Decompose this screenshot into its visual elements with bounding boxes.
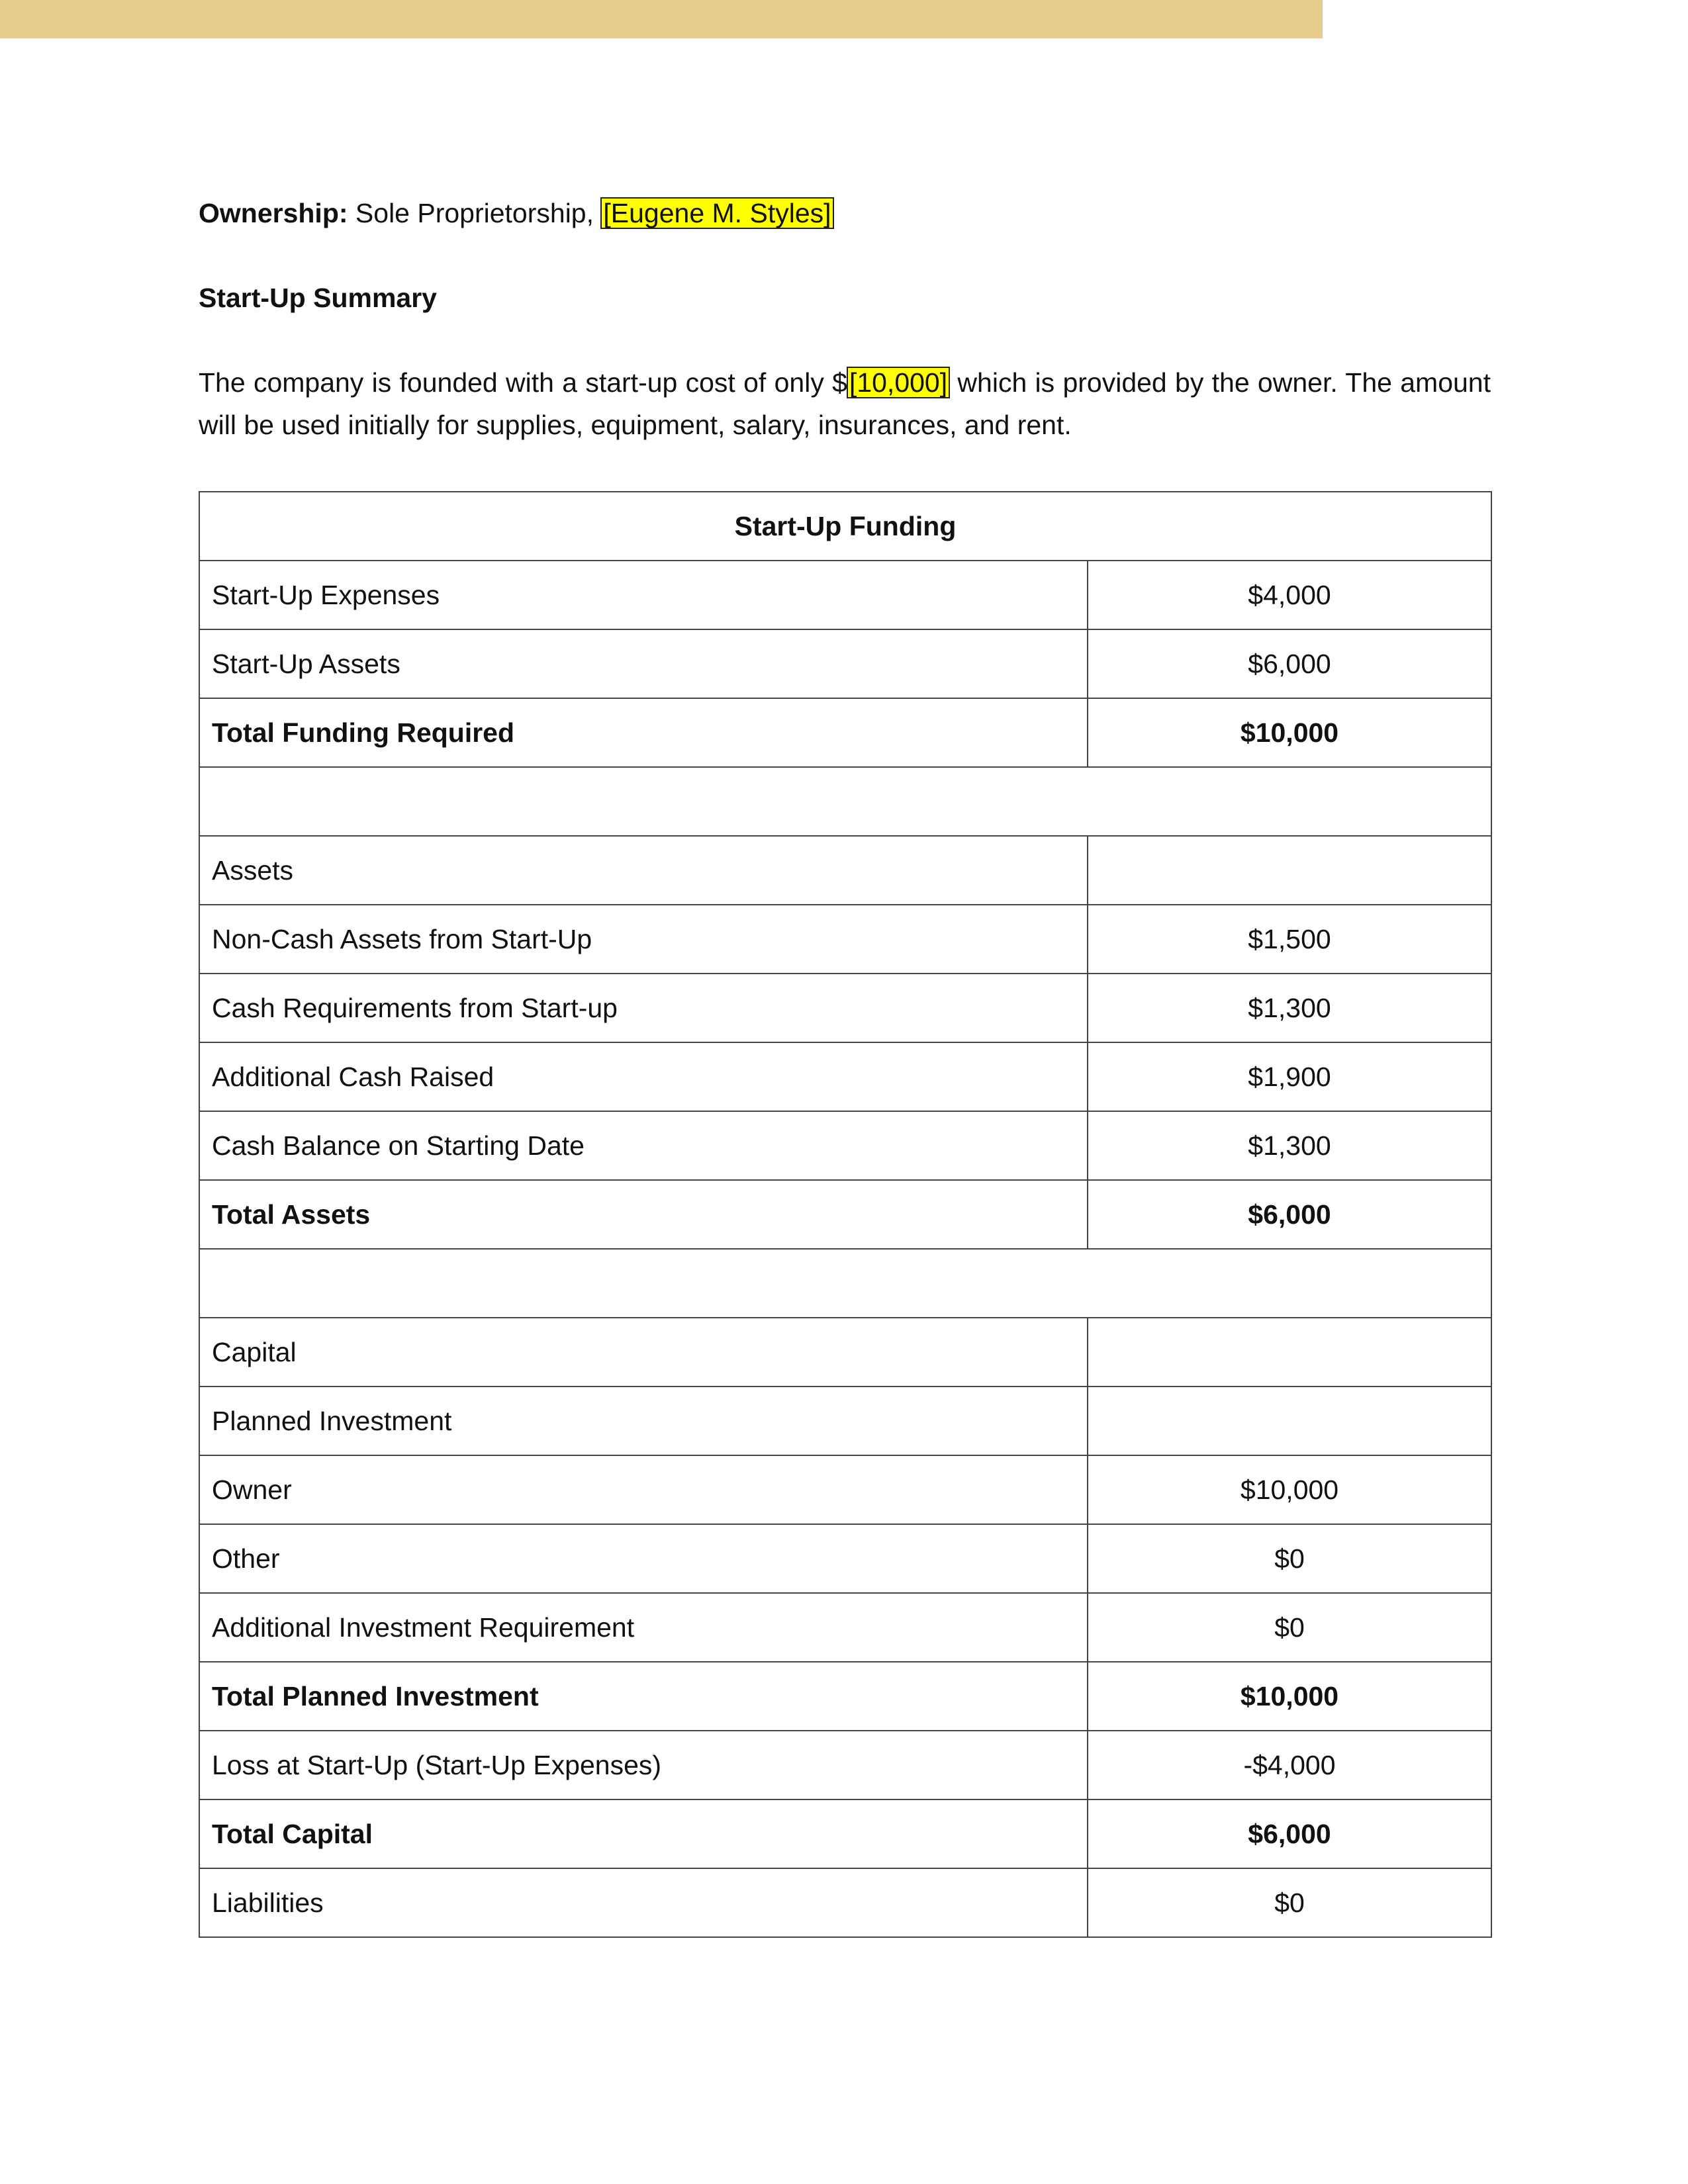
row-value: $10,000 [1088, 1455, 1491, 1524]
row-value [1088, 836, 1491, 905]
row-label: Total Assets [199, 1180, 1088, 1249]
row-label: Total Funding Required [199, 698, 1088, 767]
table-row [199, 836, 1491, 905]
table-row-total [199, 1799, 1491, 1868]
table-title: Start-Up Funding [199, 492, 1491, 561]
table-row [199, 1042, 1491, 1111]
table-row [199, 974, 1491, 1042]
row-label: Total Capital [199, 1799, 1088, 1868]
row-value: $6,000 [1088, 1180, 1491, 1249]
row-value [1088, 1318, 1491, 1387]
row-label: Loss at Start-Up (Start-Up Expenses) [199, 1731, 1088, 1799]
row-label: Planned Investment [199, 1387, 1088, 1455]
table-row-total [199, 1662, 1491, 1731]
table-row-total [199, 1180, 1491, 1249]
row-label: Owner [199, 1455, 1088, 1524]
row-label: Cash Balance on Starting Date [199, 1111, 1088, 1180]
table-header-row [199, 492, 1491, 561]
table-spacer-row [199, 1249, 1491, 1318]
row-value: $1,500 [1088, 905, 1491, 974]
table-row [199, 629, 1491, 698]
paragraph-after: which is provided by the owner. The amount will be used initially for supplies, equipment, salary, insurances, and rent. [199, 367, 1491, 440]
row-label: Additional Cash Raised [199, 1042, 1088, 1111]
row-value: $6,000 [1088, 629, 1491, 698]
row-value: $0 [1088, 1524, 1491, 1593]
row-label: Liabilities [199, 1868, 1088, 1937]
header-accent-bar [0, 0, 1323, 38]
row-label: Start-Up Assets [199, 629, 1088, 698]
table-row [199, 1868, 1491, 1937]
row-label: Cash Requirements from Start-up [199, 974, 1088, 1042]
row-label: Start-Up Expenses [199, 561, 1088, 629]
table-row-total [199, 698, 1491, 767]
row-label: Total Planned Investment [199, 1662, 1088, 1731]
row-value: $0 [1088, 1593, 1491, 1662]
table-row [199, 905, 1491, 974]
row-label: Additional Investment Requirement [199, 1593, 1088, 1662]
row-label: Capital [199, 1318, 1088, 1387]
ownership-line [199, 192, 1491, 234]
row-label: Non-Cash Assets from Start-Up [199, 905, 1088, 974]
row-value: $10,000 [1088, 698, 1491, 767]
table-row [199, 1731, 1491, 1799]
startup-funding-table [199, 491, 1492, 1938]
row-value: $1,300 [1088, 974, 1491, 1042]
row-label: Assets [199, 836, 1088, 905]
table-row [199, 1593, 1491, 1662]
row-value: $1,900 [1088, 1042, 1491, 1111]
owner-name-placeholder: [Eugene M. Styles] [601, 198, 833, 228]
row-value [1088, 1387, 1491, 1455]
row-value: $1,300 [1088, 1111, 1491, 1180]
startup-paragraph [199, 361, 1491, 446]
table-row [199, 1524, 1491, 1593]
table-row [199, 1455, 1491, 1524]
document-body [199, 192, 1491, 1938]
row-value: $4,000 [1088, 561, 1491, 629]
row-value: $6,000 [1088, 1799, 1491, 1868]
row-value: -$4,000 [1088, 1731, 1491, 1799]
row-label: Other [199, 1524, 1088, 1593]
paragraph-before: The company is founded with a start-up cost of only $ [199, 367, 847, 398]
section-title: Start-Up Summary [199, 283, 437, 313]
ownership-label: Ownership: [199, 198, 348, 228]
table-row [199, 561, 1491, 629]
table-row [199, 1387, 1491, 1455]
row-value: $0 [1088, 1868, 1491, 1937]
ownership-type: Sole Proprietorship, [348, 198, 602, 228]
amount-placeholder: [10,000] [847, 367, 949, 398]
table-row [199, 1318, 1491, 1387]
row-value: $10,000 [1088, 1662, 1491, 1731]
spacer-cell [199, 1249, 1491, 1318]
table-spacer-row [199, 767, 1491, 836]
table-row [199, 1111, 1491, 1180]
spacer-cell [199, 767, 1491, 836]
